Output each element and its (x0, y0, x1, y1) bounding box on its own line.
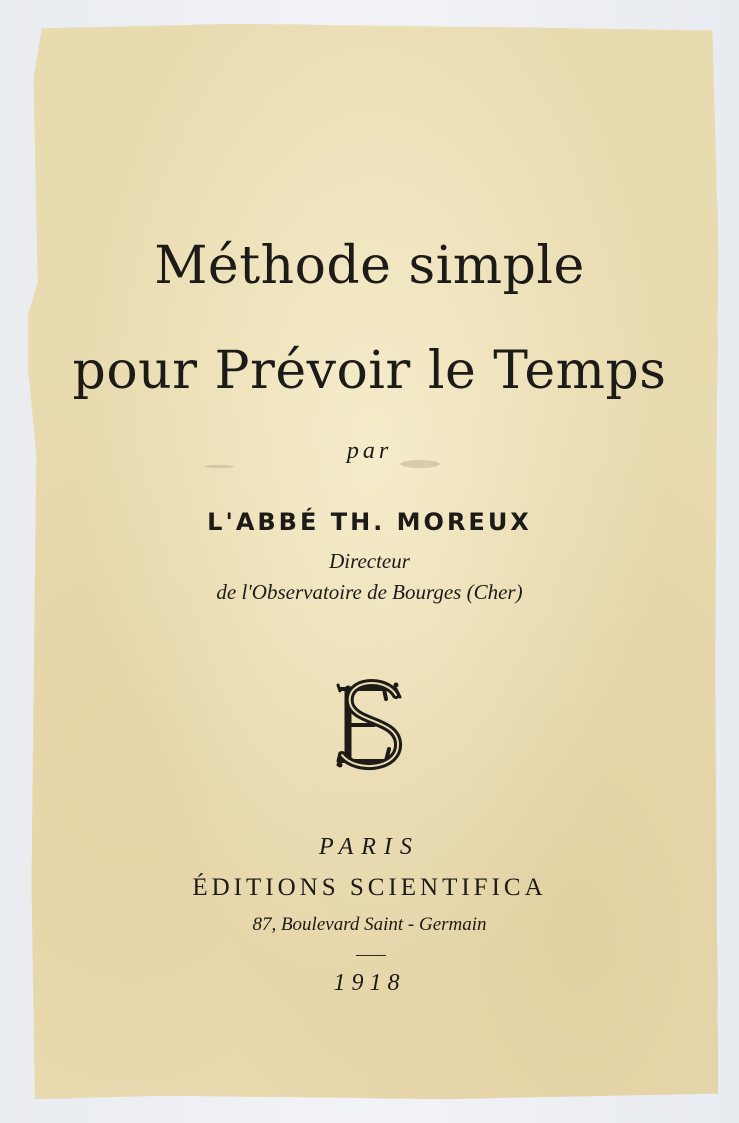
author-name: L'ABBÉ TH. MOREUX (207, 508, 532, 536)
author-role-line-1: Directeur (329, 549, 410, 573)
by-label: par (346, 438, 393, 464)
publisher-monogram-icon (326, 673, 414, 777)
divider-rule (356, 955, 386, 956)
title-line-1: Méthode simple (154, 236, 585, 296)
publisher-name: ÉDITIONS SCIENTIFICA (192, 874, 547, 901)
publication-year: 1918 (333, 970, 406, 996)
paper-speck (204, 465, 234, 468)
publication-city: PARIS (319, 834, 420, 860)
title-line-2: pour Prévoir le Temps (72, 341, 667, 401)
author-role-line-2: de l'Observatoire de Bourges (Cher) (216, 580, 523, 604)
publisher-address: 87, Boulevard Saint - Germain (252, 914, 487, 935)
